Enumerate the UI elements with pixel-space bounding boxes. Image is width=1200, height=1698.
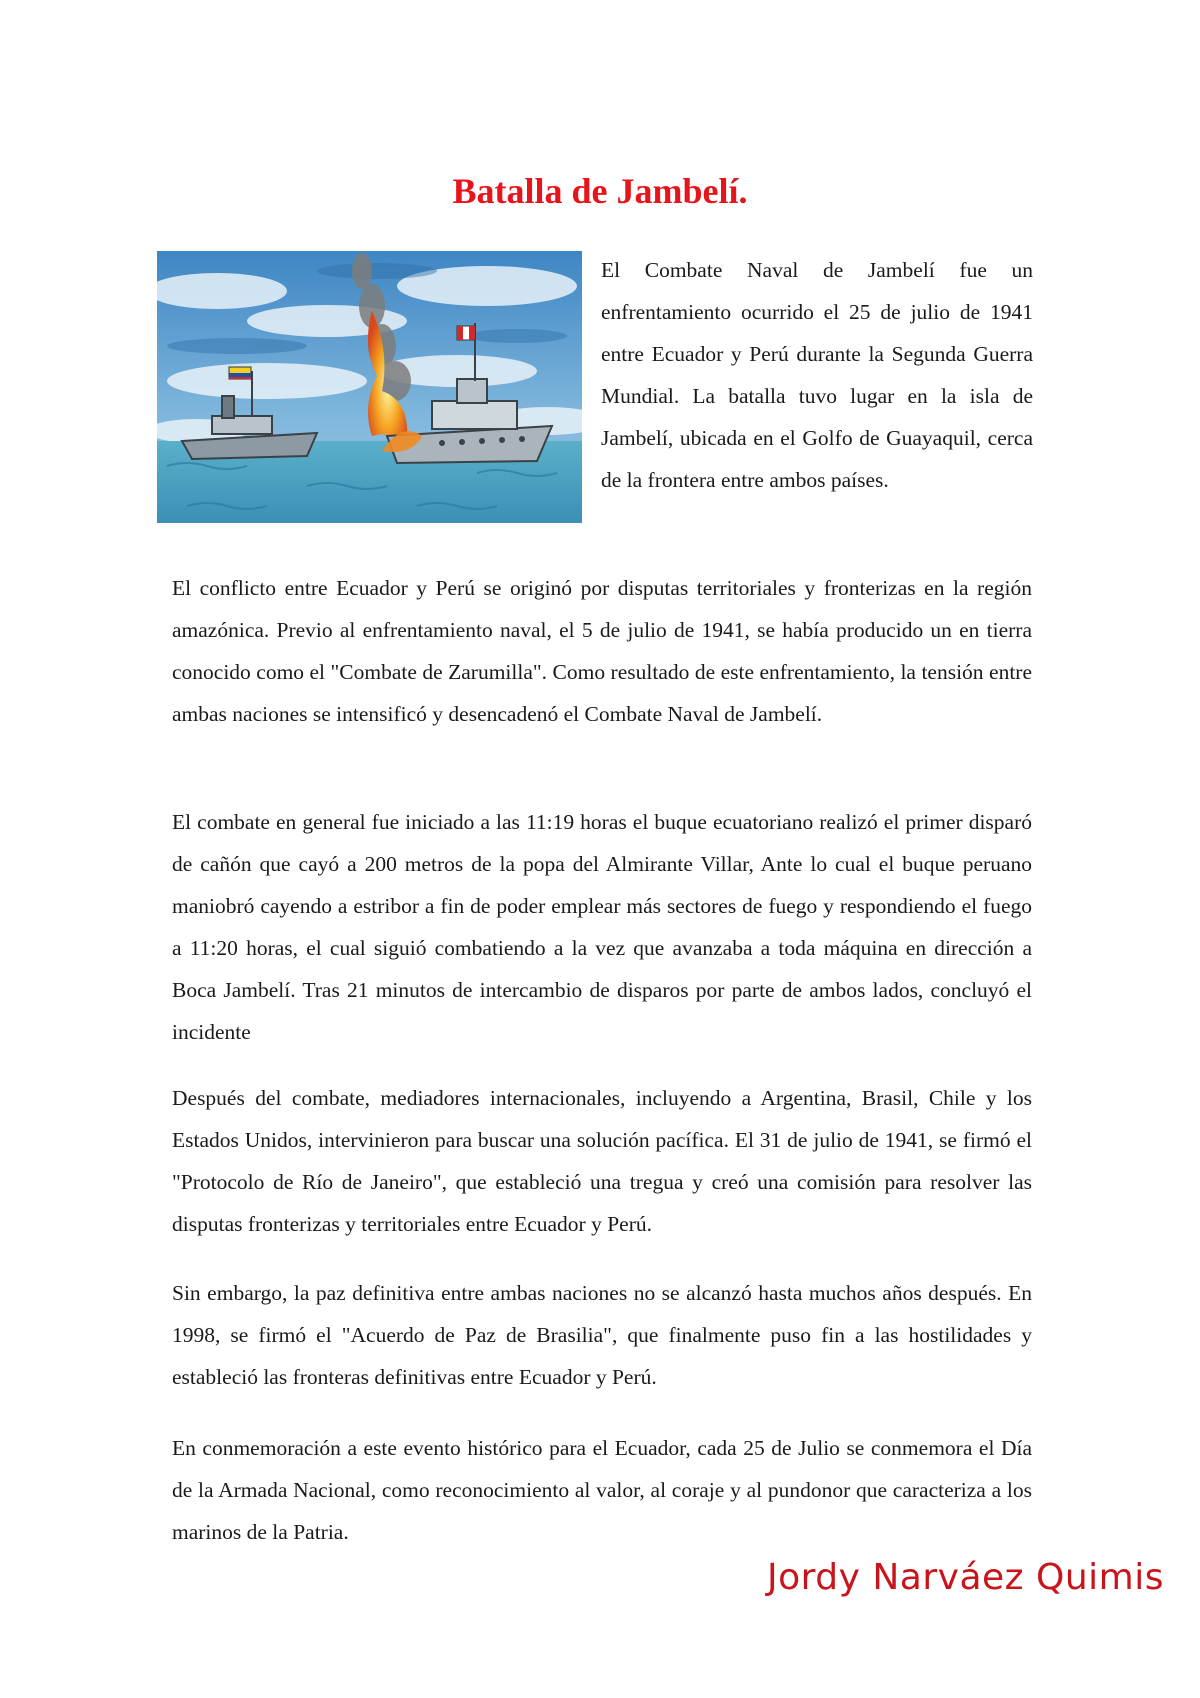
body-paragraph: Después del combate, mediadores internacionales, incluyendo a Argentina, Brasil, Chile y los Estados Unidos, intervinieron para buscar una solución pacífica. El 31 de julio de 1941, se firmó el "Protocolo de Río de Janeiro", que estableció una tregua y creó una comisión para resolver las disputas fronterizas y territoriales entre Ecuador y Perú. bbox=[172, 1086, 1032, 1236]
body-paragraph: Sin embargo, la paz definitiva entre ambas naciones no se alcanzó hasta muchos años después. En 1998, se firmó el "Acuerdo de Paz de Brasilia", que finalmente puso fin a las hostilidades y estableció las fronteras definitivas entre Ecuador y Perú. bbox=[172, 1281, 1032, 1389]
author-signature: Jordy Narváez Quimis bbox=[766, 1557, 1164, 1598]
body-paragraph: El conflicto entre Ecuador y Perú se originó por disputas territoriales y fronterizas en la región amazónica. Previo al enfrentamiento naval, el 5 de julio de 1941, se había producido un en tierra conocido como el "Combate de Zarumilla". Como resultado de este enfrentamiento, la tensión entre ambas naciones se intensificó y desencadenó el Combate Naval de Jambelí. bbox=[172, 576, 1032, 726]
document-title: Batalla de Jambelí. bbox=[452, 171, 748, 211]
naval-battle-illustration bbox=[157, 251, 582, 523]
body-paragraph: En conmemoración a este evento histórico para el Ecuador, cada 25 de Julio se conmemora el Día de la Armada Nacional, como reconocimiento al valor, al coraje y al pundonor que caracteriza a los marinos de la Patria. bbox=[172, 1436, 1032, 1544]
body-paragraph: El combate en general fue iniciado a las 11:19 horas el buque ecuatoriano realizó el primer disparó de cañón que cayó a 200 metros de la popa del Almirante Villar, Ante lo cual el buque peruano maniobró cayendo a estribor a fin de poder emplear más sectores de fuego y respondiendo el fuego a 11:20 horas, el cual siguió combatiendo a la vez que avanzaba a toda máquina en dirección a Boca Jambelí. Tras 21 minutos de intercambio de disparos por parte de ambos lados, concluyó el incidente bbox=[172, 810, 1032, 1044]
intro-paragraph: El Combate Naval de Jambelí fue un enfrentamiento ocurrido el 25 de julio de 1941 entre Ecuador y Perú durante la Segunda Guerra Mundial. La batalla tuvo lugar en la isla de Jambelí, ubicada en el Golfo de Guayaquil, cerca de la frontera entre ambos países. bbox=[601, 258, 1033, 492]
